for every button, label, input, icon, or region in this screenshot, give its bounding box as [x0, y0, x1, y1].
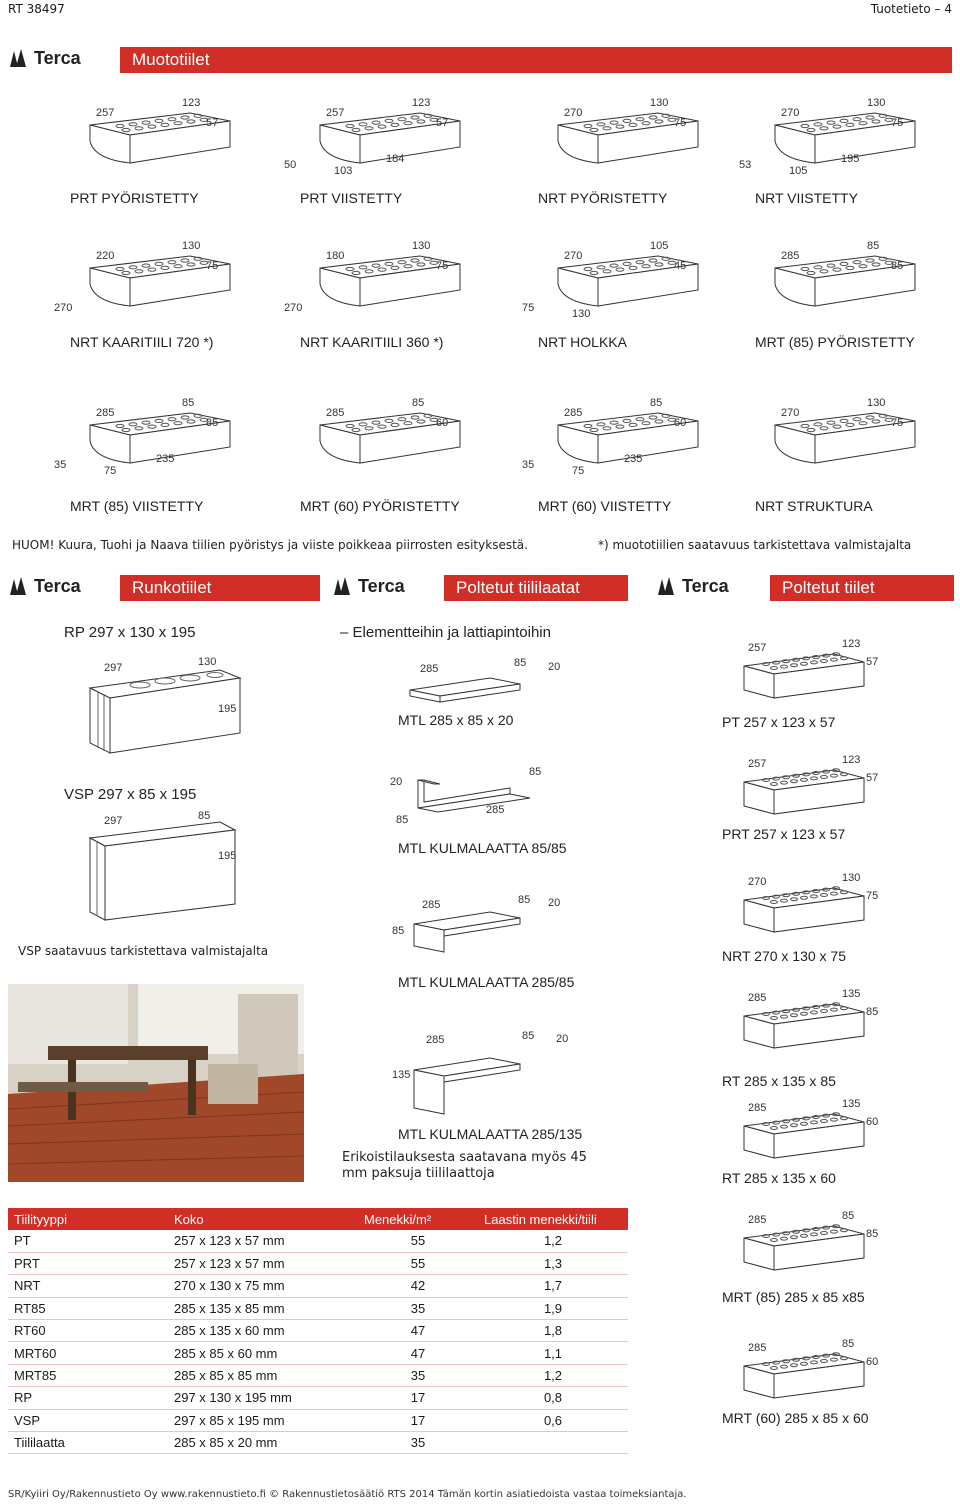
shaped-brick-dimension: 50 [284, 159, 297, 171]
table-cell: 285 x 85 x 85 mm [168, 1364, 358, 1386]
shaped-brick-dimension: 257 [96, 107, 115, 119]
table-cell: 1,2 [478, 1364, 628, 1386]
kulma285135-dim-85: 85 [522, 1030, 535, 1042]
shaped-brick-dimension: 130 [182, 240, 201, 252]
shaped-brick-dimension: 235 [624, 453, 643, 465]
kulma85-dim-20: 20 [390, 776, 403, 788]
shaped-brick-name: NRT PYÖRISTETTY [538, 190, 668, 206]
terca-logo-mark-icon [8, 575, 30, 597]
table-row [8, 1252, 628, 1274]
shaped-brick-dimension: 75 [522, 302, 535, 314]
kulma285135-dim-285: 285 [426, 1034, 445, 1046]
table-cell: 47 [358, 1320, 478, 1342]
kulma285135-title: MTL KULMALAATTA 285/135 [398, 1126, 583, 1142]
table-cell: VSP [8, 1409, 168, 1431]
kulma85-dim-85b: 85 [396, 814, 409, 826]
mtl-title: MTL 285 x 85 x 20 [398, 712, 514, 728]
table-cell: 257 x 123 x 57 mm [168, 1252, 358, 1274]
brick-dimension: 285 [748, 1342, 767, 1354]
table-cell: 297 x 85 x 195 mm [168, 1409, 358, 1431]
shaped-brick-name: MRT (85) PYÖRISTETTY [755, 334, 915, 350]
rp-dim-length: 297 [104, 662, 123, 674]
vsp-dim-width: 85 [198, 810, 211, 822]
brick-dimension: 130 [842, 872, 861, 884]
shaped-brick-dimension: 270 [54, 302, 73, 314]
table-row [8, 1342, 628, 1364]
brick-dimension: 135 [842, 988, 861, 1000]
table-cell: RT85 [8, 1297, 168, 1319]
shaped-brick-dimension: 130 [412, 240, 431, 252]
shaped-brick-dimension: 75 [891, 417, 904, 429]
table-row [8, 1432, 628, 1454]
section-laatat: Poltetut tiililaatat [444, 575, 628, 601]
terca-logo-runko: Terca [8, 575, 81, 597]
table-row [8, 1320, 628, 1342]
table-header-row [8, 1208, 628, 1230]
vsp-dim-height: 195 [218, 850, 237, 862]
shaped-brick-dimension: 130 [867, 397, 886, 409]
page-label: Tuotetieto – 4 [870, 2, 952, 16]
shaped-brick-dimension: 103 [334, 165, 353, 177]
shaped-brick-dimension: 235 [156, 453, 175, 465]
shaped-brick-dimension: 285 [564, 407, 583, 419]
table-cell: PT [8, 1230, 168, 1252]
shaped-brick-dimension: 105 [650, 240, 669, 252]
mtl-dim-thickness: 20 [548, 661, 561, 673]
brick-name: RT 285 x 135 x 60 [722, 1170, 836, 1186]
shaped-brick-dimension: 270 [781, 407, 800, 419]
brick-dimension: 285 [748, 1214, 767, 1226]
brick-name: PRT 257 x 123 x 57 [722, 826, 846, 842]
shaped-brick-name: NRT STRUKTURA [755, 498, 873, 514]
table-row [8, 1230, 628, 1252]
table-cell: 285 x 85 x 20 mm [168, 1432, 358, 1454]
table-cell: 1,3 [478, 1252, 628, 1274]
brick-dimension: 285 [748, 992, 767, 1004]
rp-dim-height: 195 [218, 703, 237, 715]
shaped-brick-name: NRT KAARITIILI 360 *) [300, 334, 444, 350]
shaped-brick-dimension: 53 [739, 159, 752, 171]
shaped-brick-dimension: 85 [412, 397, 425, 409]
table-cell: 55 [358, 1230, 478, 1252]
table-row [8, 1409, 628, 1431]
shaped-brick-dimension: 75 [436, 260, 449, 272]
shaped-brick-dimension: 57 [206, 117, 219, 129]
table-cell: 1,9 [478, 1297, 628, 1319]
rp-title: RP 297 x 130 x 195 [64, 624, 196, 641]
table-cell: 42 [358, 1275, 478, 1297]
vsp-title: VSP 297 x 85 x 195 [64, 786, 197, 803]
shaped-brick-name: NRT KAARITIILI 720 *) [70, 334, 214, 350]
brick-name: PT 257 x 123 x 57 [722, 714, 836, 730]
col-koko: Koko [168, 1208, 358, 1230]
shaped-brick-dimension: 60 [436, 417, 449, 429]
table-cell: 35 [358, 1432, 478, 1454]
shaped-brick-dimension: 85 [891, 260, 904, 272]
terca-logo-mark-icon [8, 47, 30, 69]
table-cell: RP [8, 1387, 168, 1409]
table-cell: MRT85 [8, 1364, 168, 1386]
table-cell: 285 x 135 x 60 mm [168, 1320, 358, 1342]
shaped-brick-dimension: 123 [412, 97, 431, 109]
kulma85-dim-85a: 85 [529, 766, 542, 778]
shaped-brick-dimension: 75 [206, 260, 219, 272]
table-cell: 17 [358, 1387, 478, 1409]
brick-name: MRT (85) 285 x 85 x85 [722, 1289, 865, 1305]
table-cell: 1,7 [478, 1275, 628, 1297]
brick-dimension: 85 [842, 1338, 855, 1350]
shaped-brick-dimension: 257 [326, 107, 345, 119]
brick-dimension: 85 [866, 1228, 879, 1240]
shaped-brick-dimension: 220 [96, 250, 115, 262]
rp-dim-width: 130 [198, 656, 217, 668]
table-cell: 35 [358, 1297, 478, 1319]
vsp-dim-length: 297 [104, 815, 123, 827]
terca-logo-tiilet: Terca [656, 575, 729, 597]
huom-note: HUOM! Kuura, Tuohi ja Naava tiilien pyöristys ja viiste poikkeaa piirrosten esityksestä. [12, 538, 528, 552]
table-cell: 285 x 85 x 60 mm [168, 1342, 358, 1364]
shaped-brick-dimension: 285 [96, 407, 115, 419]
brick-dimension: 135 [842, 1098, 861, 1110]
kulma28585-dim-85: 85 [518, 894, 531, 906]
table-cell: 55 [358, 1252, 478, 1274]
table-cell: 17 [358, 1409, 478, 1431]
table-row [8, 1297, 628, 1319]
brick-dimension: 60 [866, 1356, 879, 1368]
brick-dimension: 75 [866, 890, 879, 902]
shaped-brick-dimension: 180 [326, 250, 345, 262]
shaped-brick-name: PRT PYÖRISTETTY [70, 190, 199, 206]
shaped-brick-dimension: 85 [650, 397, 663, 409]
shaped-brick-dimension: 85 [867, 240, 880, 252]
brick-dimension: 123 [842, 638, 861, 650]
col-tiilityyppi: Tiilityyppi [8, 1208, 168, 1230]
table-cell: 1,8 [478, 1320, 628, 1342]
shaped-brick-dimension: 123 [182, 97, 201, 109]
table-cell [478, 1432, 628, 1454]
document-id: RT 38497 [8, 2, 65, 16]
brick-dimension: 257 [748, 642, 767, 654]
brick-name: RT 285 x 135 x 85 [722, 1073, 836, 1089]
brick-dimension: 285 [748, 1102, 767, 1114]
section-muototiilet: Muototiilet [120, 47, 952, 73]
section-runkotiilet: Runkotiilet [120, 575, 320, 601]
kulma285135-dim-20: 20 [556, 1033, 569, 1045]
terca-logo-laatat: Terca [332, 575, 405, 597]
interior-photo [8, 984, 304, 1182]
table-cell: 270 x 130 x 75 mm [168, 1275, 358, 1297]
availability-note: *) muototiilien saatavuus tarkistettava valmistajalta [598, 538, 912, 552]
brick-dimension: 257 [748, 758, 767, 770]
shaped-brick-name: MRT (85) VIISTETTY [70, 498, 204, 514]
col-menekki: Menekki/m² [358, 1208, 478, 1230]
shaped-brick-name: MRT (60) PYÖRISTETTY [300, 498, 460, 514]
shaped-brick-dimension: 195 [841, 153, 860, 165]
brick-dimension: 57 [866, 772, 879, 784]
table-cell: RT60 [8, 1320, 168, 1342]
shaped-brick-dimension: 85 [182, 397, 195, 409]
table-cell: 0,8 [478, 1387, 628, 1409]
table-cell: 257 x 123 x 57 mm [168, 1230, 358, 1252]
laatat-intro: – Elementteihin ja lattiapintoihin [340, 624, 551, 641]
table-cell: 285 x 135 x 85 mm [168, 1297, 358, 1319]
table-row [8, 1387, 628, 1409]
kulma85-dim-285: 285 [486, 804, 505, 816]
shaped-brick-dimension: 285 [781, 250, 800, 262]
brick-dimension: 85 [842, 1210, 855, 1222]
table-cell: 1,1 [478, 1342, 628, 1364]
table-cell: 297 x 130 x 195 mm [168, 1387, 358, 1409]
kulma285135-dim-135: 135 [392, 1069, 411, 1081]
shaped-brick-dimension: 130 [572, 308, 591, 320]
shaped-brick-name: PRT VIISTETTY [300, 190, 403, 206]
brick-dimension: 57 [866, 656, 879, 668]
shaped-brick-dimension: 130 [650, 97, 669, 109]
shaped-brick-dimension: 270 [781, 107, 800, 119]
table-cell: Tiililaatta [8, 1432, 168, 1454]
shaped-brick-dimension: 75 [104, 465, 117, 477]
brick-name: MRT (60) 285 x 85 x 60 [722, 1410, 869, 1426]
shaped-brick-dimension: 57 [436, 117, 449, 129]
brick-dimension: 123 [842, 754, 861, 766]
kulma-85-drawing [380, 760, 580, 830]
shaped-brick-dimension: 105 [789, 165, 808, 177]
mtl-dim-width: 85 [514, 657, 527, 669]
shaped-brick-dimension: 184 [386, 153, 405, 165]
terca-logo-mark-icon [656, 575, 678, 597]
shaped-brick-dimension: 75 [674, 117, 687, 129]
shaped-brick-name: MRT (60) VIISTETTY [538, 498, 672, 514]
table-cell: PRT [8, 1252, 168, 1274]
spec-table [8, 1208, 628, 1454]
kulma28585-dim-20: 20 [548, 897, 561, 909]
shaped-brick-dimension: 75 [572, 465, 585, 477]
shaped-brick-dimension: 270 [564, 250, 583, 262]
footer: SR/Kyiiri Oy/Rakennustieto Oy www.rakennustieto.fi © Rakennustietosäätiö RTS 2014 Tämän kortin asiatiedoista vastaa toimeksiantaja. [8, 1489, 687, 1500]
brick-dimension: 60 [866, 1116, 879, 1128]
shaped-brick-dimension: 35 [522, 459, 535, 471]
shaped-brick-dimension: 35 [54, 459, 67, 471]
section-tiilet: Poltetut tiilet [770, 575, 954, 601]
laatat-extra-note: Erikoistilauksesta saatavana myös 45 mm paksuja tiililaattoja [342, 1150, 587, 1181]
table-cell: NRT [8, 1275, 168, 1297]
shaped-brick-dimension: 75 [891, 117, 904, 129]
table-cell: 47 [358, 1342, 478, 1364]
terca-logo-mark-icon [332, 575, 354, 597]
brick-dimension: 270 [748, 876, 767, 888]
table-cell: MRT60 [8, 1342, 168, 1364]
shaped-brick-dimension: 85 [206, 417, 219, 429]
shaped-brick-dimension: 270 [564, 107, 583, 119]
table-cell: 35 [358, 1364, 478, 1386]
kulma28585-title: MTL KULMALAATTA 285/85 [398, 974, 575, 990]
shaped-brick-dimension: 130 [867, 97, 886, 109]
brick-name: NRT 270 x 130 x 75 [722, 948, 847, 964]
shaped-brick-dimension: 270 [284, 302, 303, 314]
table-cell: 0,6 [478, 1409, 628, 1431]
kulma28585-dim-285: 285 [422, 899, 441, 911]
brick-dimension: 85 [866, 1006, 879, 1018]
shaped-brick-dimension: 45 [674, 260, 687, 272]
table-cell: 1,2 [478, 1230, 628, 1252]
table-row [8, 1364, 628, 1386]
shaped-brick-dimension: 285 [326, 407, 345, 419]
kulma28585-dim-85b: 85 [392, 925, 405, 937]
shaped-brick-name: NRT VIISTETTY [755, 190, 858, 206]
shaped-brick-dimension: 60 [674, 417, 687, 429]
vsp-block-drawing [70, 808, 250, 928]
mtl-dim-length: 285 [420, 663, 439, 675]
col-laastin-menekki: Laastin menekki/tiili [478, 1208, 628, 1230]
shaped-brick-name: NRT HOLKKA [538, 334, 627, 350]
kulma85-title: MTL KULMALAATTA 85/85 [398, 840, 567, 856]
table-row [8, 1275, 628, 1297]
terca-logo: Terca [8, 47, 81, 69]
vsp-availability-note: VSP saatavuus tarkistettava valmistajalta [18, 944, 269, 958]
